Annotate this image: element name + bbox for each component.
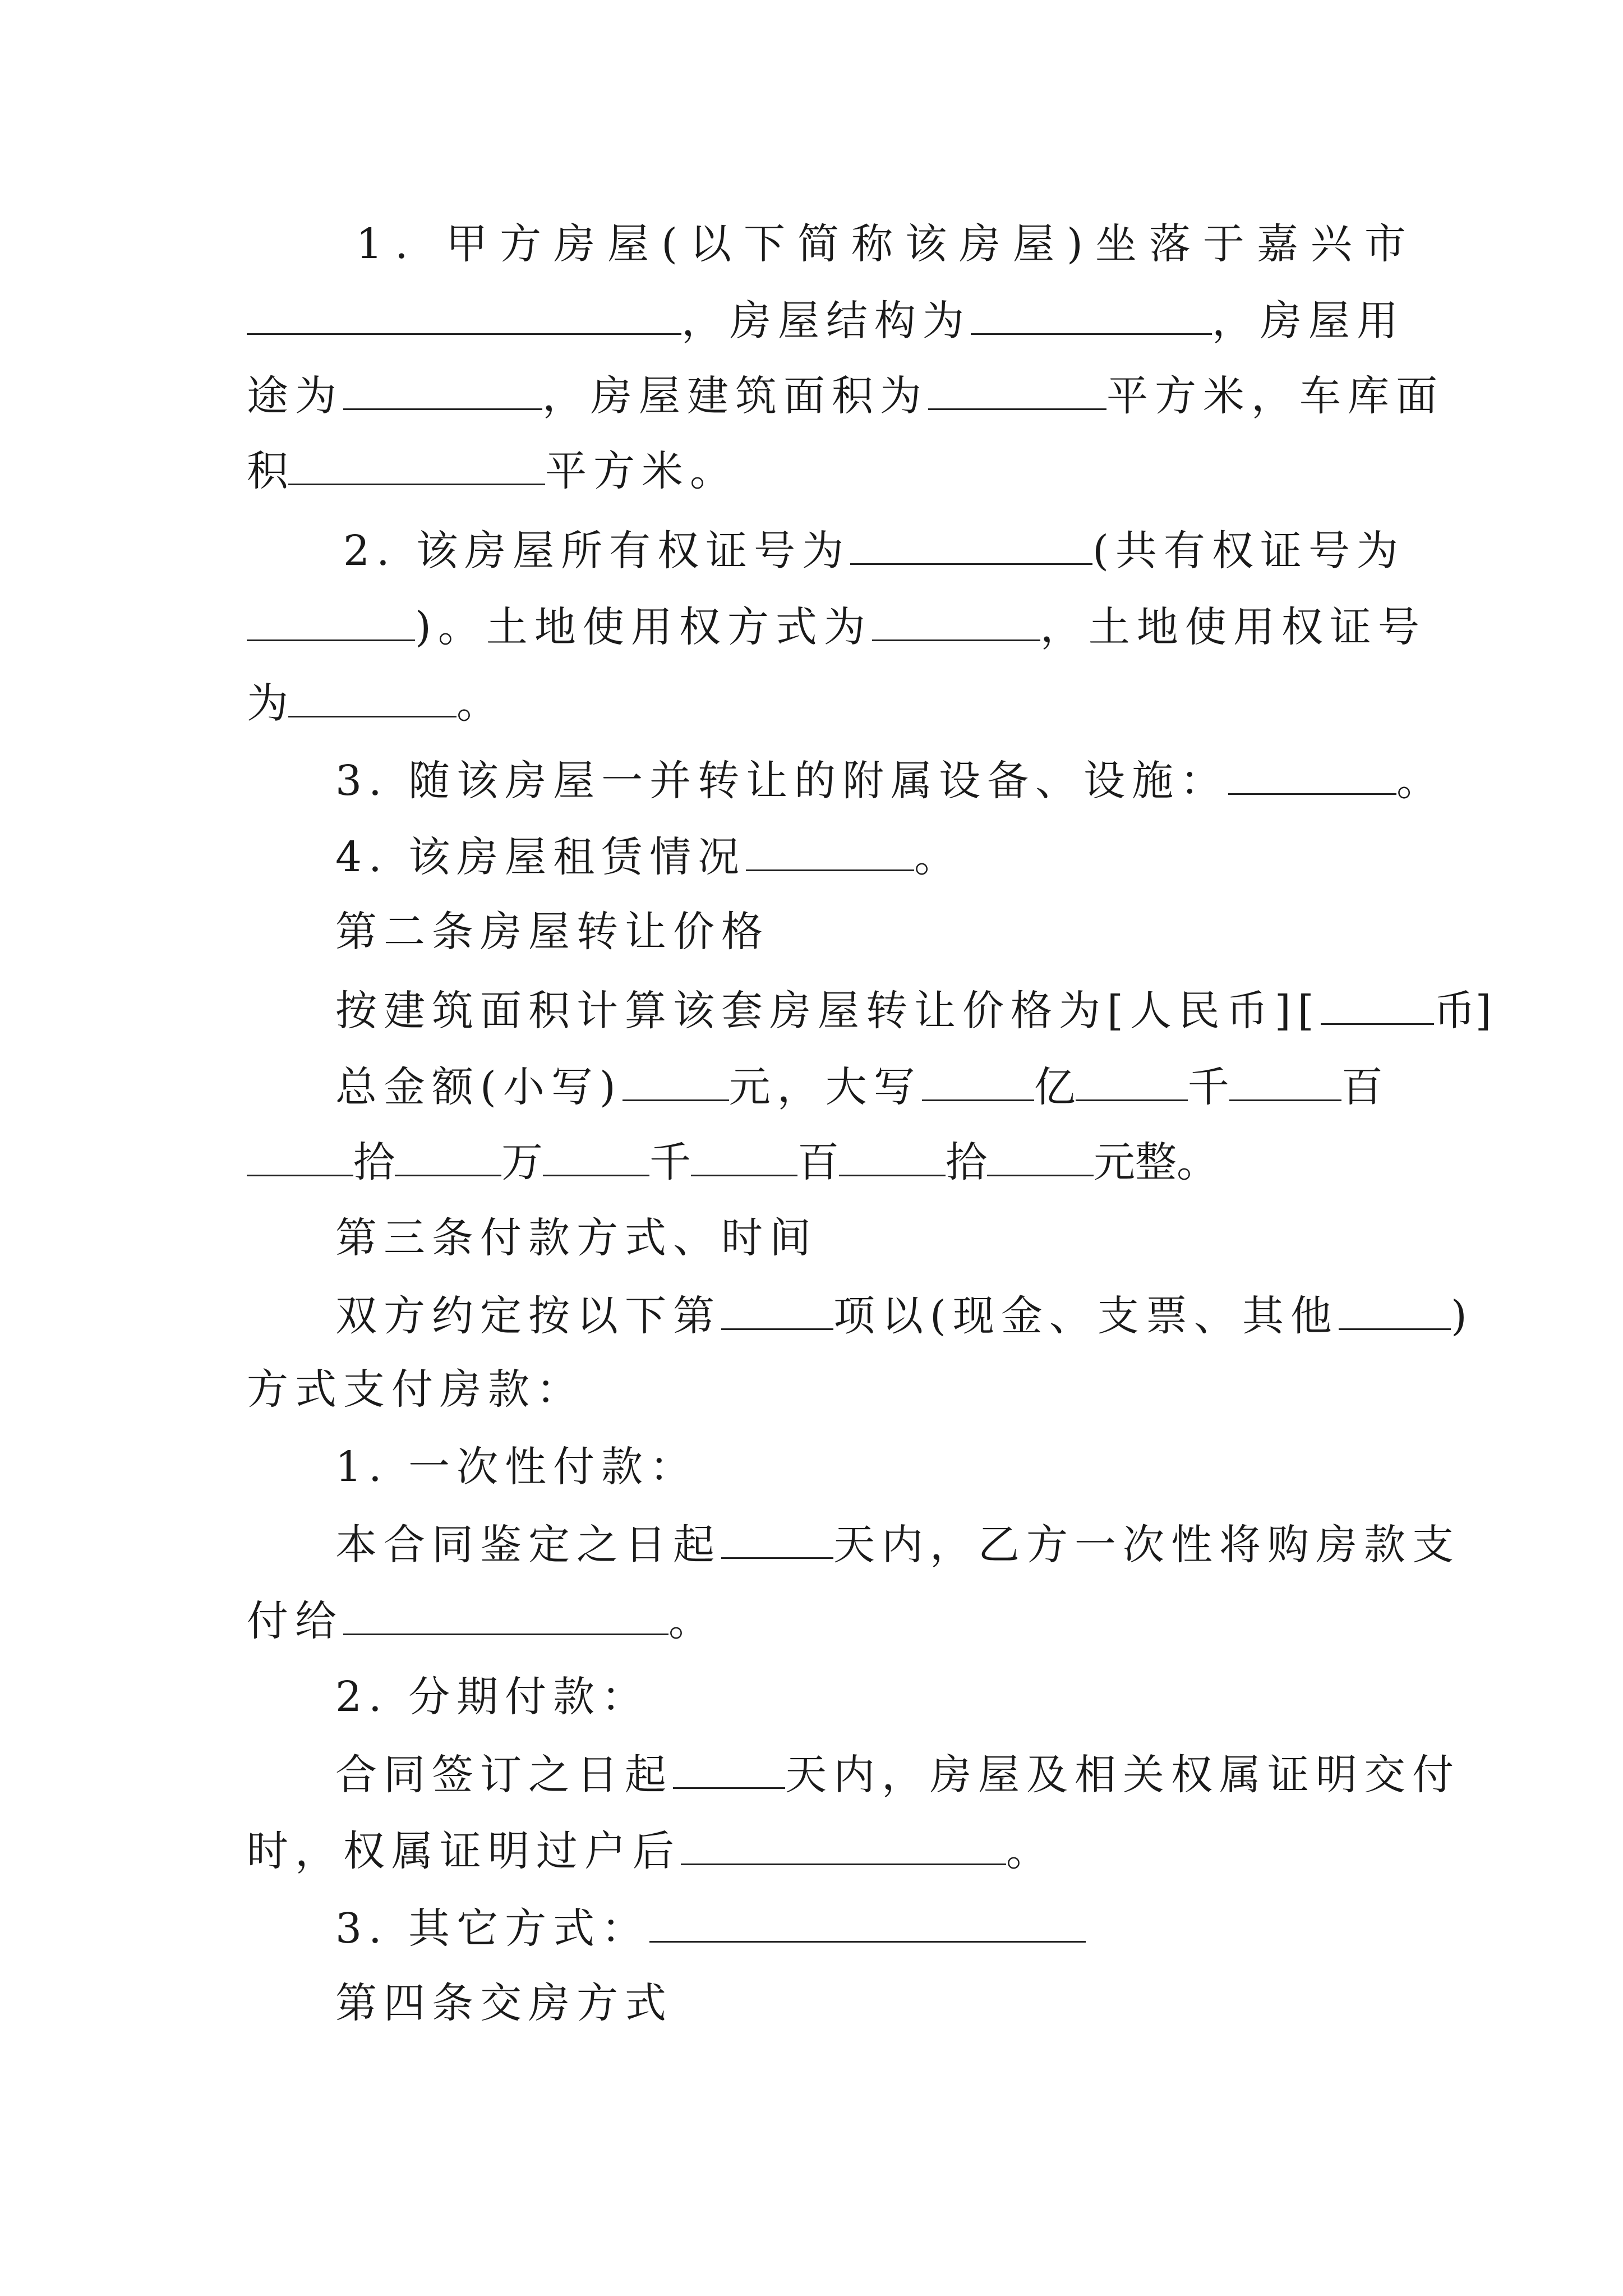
text-line: 总金额(小写) 元，大写 亿 千 百 [335, 1063, 1383, 1111]
blank-field [543, 1140, 649, 1176]
article-title: 第四条交房方式 [335, 1979, 673, 2027]
text-line: 积 平方米。 [247, 447, 738, 495]
text-line: 本合同鉴定之日起 天内，乙方一次性将购房款支 [335, 1521, 1460, 1569]
text-line: 合同签订之日起 天内，房屋及相关权属证明交付 [335, 1751, 1460, 1799]
blank-field [1321, 988, 1434, 1025]
text-line: 途为 ，房屋建筑面积为 平方米，车库面 [247, 372, 1444, 420]
blank-field [971, 298, 1212, 335]
blank-field [1229, 1065, 1341, 1101]
text-line: )。土地使用权方式为 ，土地使用权证号 [247, 605, 1426, 648]
text-line: 4. 该房屋租赁情况 。 [335, 833, 956, 881]
text-line: 3. 其它方式： [335, 1906, 1086, 1949]
blank-field [928, 374, 1106, 410]
text-line: 付给 。 [247, 1597, 710, 1645]
blank-field [872, 605, 1040, 641]
text-line: 时，权属证明过户后 。 [247, 1827, 1048, 1875]
text-line: 为 。 [247, 679, 498, 728]
text-line: 方式支付房款： [247, 1365, 584, 1414]
blank-field [288, 681, 457, 717]
text-line: 2. 该房屋所有权证号为 (共有权证号为 [343, 527, 1405, 575]
blank-field [746, 835, 914, 871]
blank-field [288, 449, 545, 485]
blank-field [721, 1522, 833, 1559]
blank-field [1339, 1294, 1451, 1330]
blank-field [691, 1140, 797, 1176]
blank-field [247, 605, 415, 641]
blank-field [247, 298, 681, 335]
text-line: 1. 甲方房屋(以下简称该房屋)坐落于嘉兴市 [356, 220, 1418, 268]
blank-field [721, 1294, 833, 1330]
text-line: 按建筑面积计算该套房屋转让价格为[人民币][ 币] [335, 987, 1492, 1035]
blank-field [623, 1065, 729, 1101]
blank-field [987, 1140, 1094, 1176]
text-line: 1. 一次性付款： [335, 1443, 698, 1491]
blank-field [649, 1906, 1086, 1943]
text-line: ，房屋结构为 ，房屋用 [247, 298, 1405, 342]
text-line: 双方约定按以下第 项以(现金、支票、其他 ) [335, 1292, 1467, 1340]
blank-field [343, 1599, 668, 1635]
blank-field [850, 528, 1092, 565]
blank-field [343, 374, 542, 410]
article-title: 第二条房屋转让价格 [335, 908, 769, 956]
blank-field [1076, 1065, 1188, 1101]
blank-field [247, 1140, 353, 1176]
text-line: 2. 分期付款： [335, 1673, 650, 1721]
blank-field [681, 1829, 1006, 1865]
blank-field [839, 1140, 946, 1176]
blank-field [922, 1065, 1034, 1101]
blank-field [673, 1752, 785, 1789]
text-line: 拾 万 千 百 拾 元整。 [247, 1140, 1218, 1183]
blank-field [395, 1140, 501, 1176]
article-title: 第三条付款方式、时间 [335, 1214, 818, 1262]
blank-field [1228, 758, 1396, 795]
text-line: 3. 随该房屋一并转让的附属设备、设施： 。 [335, 757, 1438, 805]
